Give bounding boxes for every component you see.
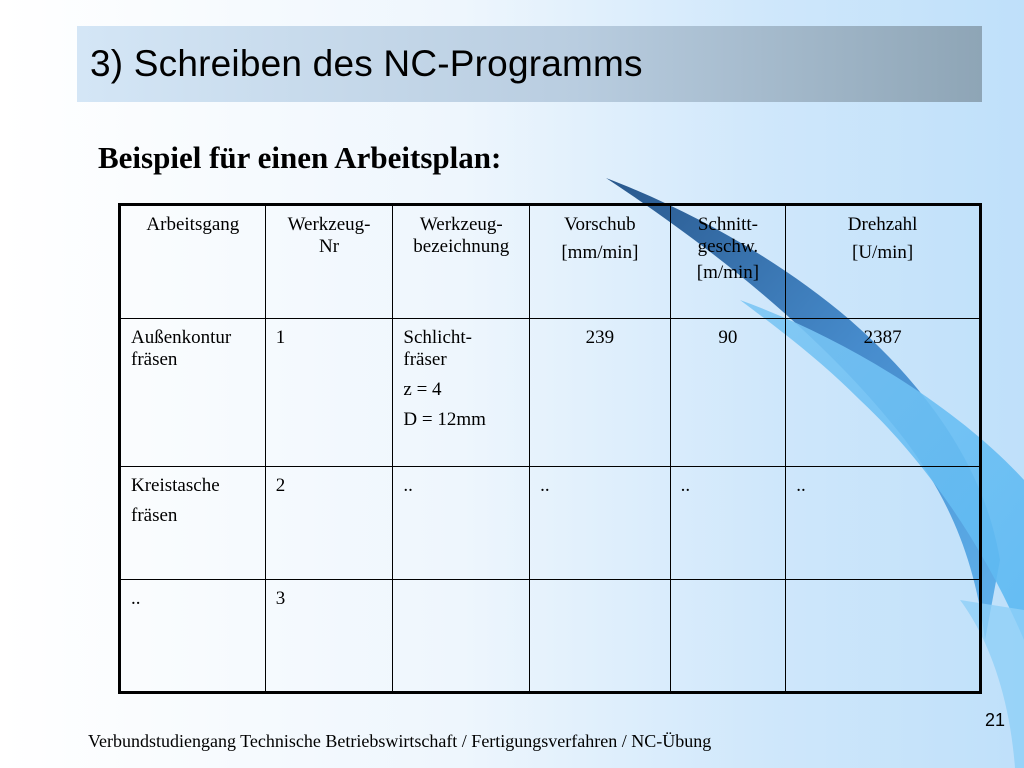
cell-drehzahl: ..: [786, 467, 981, 580]
cell-vorschub: ..: [530, 467, 670, 580]
header-vorschub: Vorschub [mm/min]: [530, 205, 670, 319]
cell-schnittgeschwindigkeit: ..: [670, 467, 786, 580]
slide-subtitle: Beispiel für einen Arbeitsplan:: [98, 140, 502, 175]
slide-footer: Verbundstudiengang Technische Betriebswirtschaft / Fertigungsverfahren / NC-Übung: [88, 731, 712, 751]
page-number: 21: [985, 710, 1006, 730]
cell-werkzeug-bezeichnung: Schlicht- fräser z = 4 D = 12mm: [393, 319, 530, 467]
cell-drehzahl: 2387: [786, 319, 981, 467]
cell-vorschub: [530, 580, 670, 693]
header-arbeitsgang: Arbeitsgang: [120, 205, 266, 319]
cell-drehzahl: [786, 580, 981, 693]
cell-schnittgeschwindigkeit: 90: [670, 319, 786, 467]
cell-werkzeug-nr: 2: [265, 467, 393, 580]
table-row: [120, 580, 981, 693]
cell-werkzeug-nr: 1: [265, 319, 393, 467]
header-drehzahl: Drehzahl [U/min]: [786, 205, 981, 319]
cell-arbeitsgang: Kreistasche fräsen: [120, 467, 266, 580]
cell-arbeitsgang: Außenkontur fräsen: [120, 319, 266, 467]
header-werkzeug-nr: Werkzeug- Nr: [265, 205, 393, 319]
header-schnittgeschwindigkeit: Schnitt- geschw. [m/min]: [670, 205, 786, 319]
table-row: [120, 467, 981, 580]
table-header-row: [120, 205, 981, 319]
cell-werkzeug-bezeichnung: ..: [393, 467, 530, 580]
cell-werkzeug-nr: 3: [265, 580, 393, 693]
cell-vorschub: 239: [530, 319, 670, 467]
work-plan-table: [118, 203, 982, 694]
header-werkzeug-bezeichnung: Werkzeug- bezeichnung: [393, 205, 530, 319]
cell-arbeitsgang: ..: [120, 580, 266, 693]
slide-title: 3) Schreiben des NC-Programms: [90, 43, 643, 84]
cell-schnittgeschwindigkeit: [670, 580, 786, 693]
cell-werkzeug-bezeichnung: [393, 580, 530, 693]
table-row: [120, 319, 981, 467]
